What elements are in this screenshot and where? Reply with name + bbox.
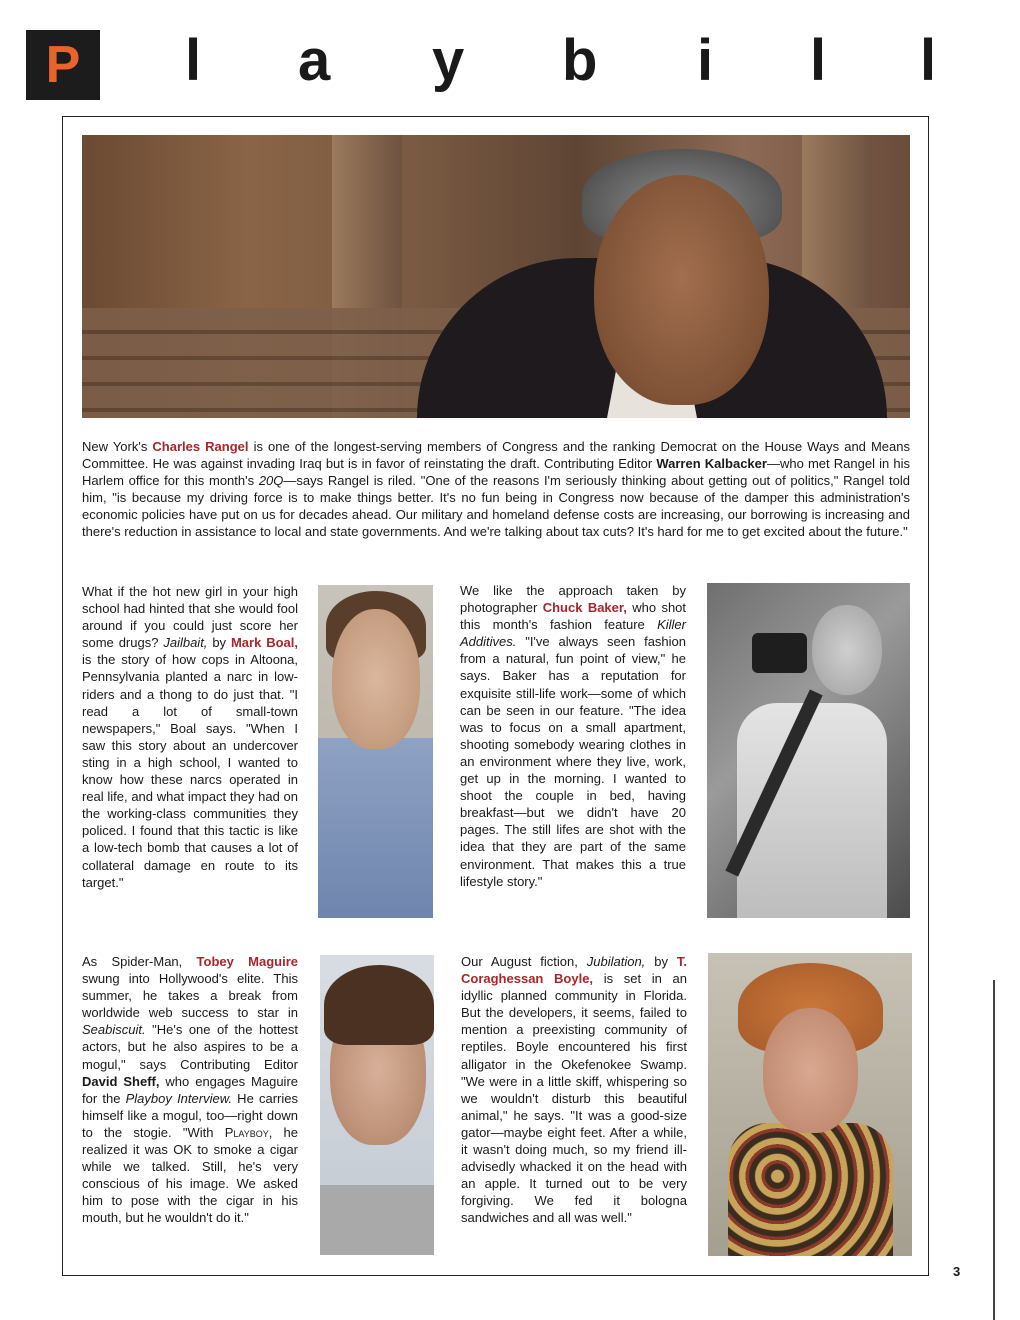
boal-name: Mark Boal,: [230, 635, 298, 651]
jubilation-title: Jubilation,: [586, 954, 646, 969]
boyle-photo: [708, 953, 912, 1256]
page-number: 3: [953, 1264, 961, 1279]
killer-additives-title: Killer Additives.: [460, 617, 686, 650]
rangel-name: Charles Rangel: [152, 439, 249, 454]
masthead-letter: y: [432, 28, 465, 93]
baker-name: Chuck Baker,: [542, 600, 627, 616]
page-edge-rule: [993, 980, 995, 1320]
playboy-interview-title: Playboy Interview.: [125, 1090, 232, 1106]
sheff-name: David Sheff,: [82, 1073, 160, 1089]
masthead-letter: l: [920, 28, 937, 93]
playboy-name: Playboy: [224, 1124, 269, 1140]
masthead-letter: a: [298, 28, 331, 93]
rangel-photo: [82, 135, 910, 418]
masthead-letter: l: [810, 28, 827, 93]
jailbait-title: Jailbait,: [163, 635, 208, 651]
seabiscuit-title: Seabiscuit.: [82, 1022, 146, 1038]
baker-photo: [707, 583, 910, 918]
maguire-name: Tobey Maguire: [196, 954, 298, 969]
maguire-photo: [320, 955, 434, 1255]
masthead-letter: i: [697, 28, 714, 93]
masthead: [0, 0, 1020, 105]
maguire-paragraph: As Spider-Man, Tobey Maguire swung into Hollywood's elite. This summer, he takes a break from worldwide web success to star in Seabiscuit. "He's one of the hottest actors, but he also aspires to be a mogul," says Contributing Editor David Sheff, who engages Maguire for the Playboy Interview. He carries himself like a mogul, too—right down to the stogie. "With Playboy, he realized it was OK to smoke a cigar while we talked. Still, he's very conscious of his image. We asked him to pose with the cigar in his mouth, but he wouldn't do it.": [82, 954, 299, 1226]
boyle-paragraph: Our August fiction, Jubilation, by T. Coraghessan Boyle, is set in an idyllic planned community in Florida. But the developers, it seems, failed to mention a preexisting community of reptiles. Boyle encountered his first alligator in the Okefenokee Swamp. "We were in a little skiff, whispering so we wouldn't disturb this beautiful animal," he says. "It was a good-size gator—maybe eight feet. After a while, it wasn't doing much, so my friend ill-advisedly whacked it on the head with an apple. It turned out to be very forgiving. We fed it bologna sandwiches and all was well.": [461, 954, 687, 1226]
masthead-initial: P: [45, 36, 81, 94]
baker-paragraph: We like the approach taken by photographer Chuck Baker, who shot this month's fashion feature Killer Additives. "I've always seen fashion from a natural, fun point of view," he says. Baker has a reputation for exquisite still-life work—some of which can be seen in our feature. "The idea was to focus on a small apartment, shooting somebody wearing clothes in an environment where they live, work, get up in the morning. I wanted to shoot the couple in bed, having breakfast—but we didn't have 20 pages. The still lifes are shot with the idea that they are part of the same environment. That makes this a true lifestyle story.": [460, 583, 687, 889]
boyle-name: T. Coraghessan Boyle,: [461, 954, 687, 987]
boal-photo: [318, 585, 433, 918]
feature-20q: 20Q: [258, 473, 284, 489]
masthead-initial-box: [26, 30, 100, 100]
rangel-paragraph: New York's Charles Rangel is one of the longest-serving members of Congress and the ranking Democrat on the House Ways and Means Committee. He was against invading Iraq but is in favor of reinstating the draft. Contributing Editor Warren Kalbacker—who met Rangel in his Harlem office for this month's 20Q—says Rangel is riled. "One of the reasons I'm seriously thinking about getting out of politics," Rangel told him, "is because my driving force is to make things better. It's no fun being in Congress now because of the damper this administration's economic policies have put on us for decades ahead. Our military and homeland defense costs are increasing, our borrowing is increasing and there's reduction in assistance to local and state governments. And we're talking about tax cuts? It's hard for me to get excited about the future.": [82, 439, 910, 540]
masthead-letter: b: [562, 28, 598, 93]
masthead-letter: l: [185, 28, 202, 93]
boal-paragraph: What if the hot new girl in your high school had hinted that she would fool around if you could just score her some drugs? Jailbait, by Mark Boal, is the story of how cops in Altoona, Pennsylvania planted a narc in low-riders and a thong to do just that. "I read a lot of small-town newspapers," Boal says. "When I saw this story about an undercover sting in a high school, I wanted to know how these narcs operated in real life, and what impact they had on the working-class communities they policed. I found that this tactic is like a low-tech bomb that causes a lot of collateral damage en route to its target.": [82, 584, 298, 890]
kalbacker-name: Warren Kalbacker: [656, 456, 767, 472]
